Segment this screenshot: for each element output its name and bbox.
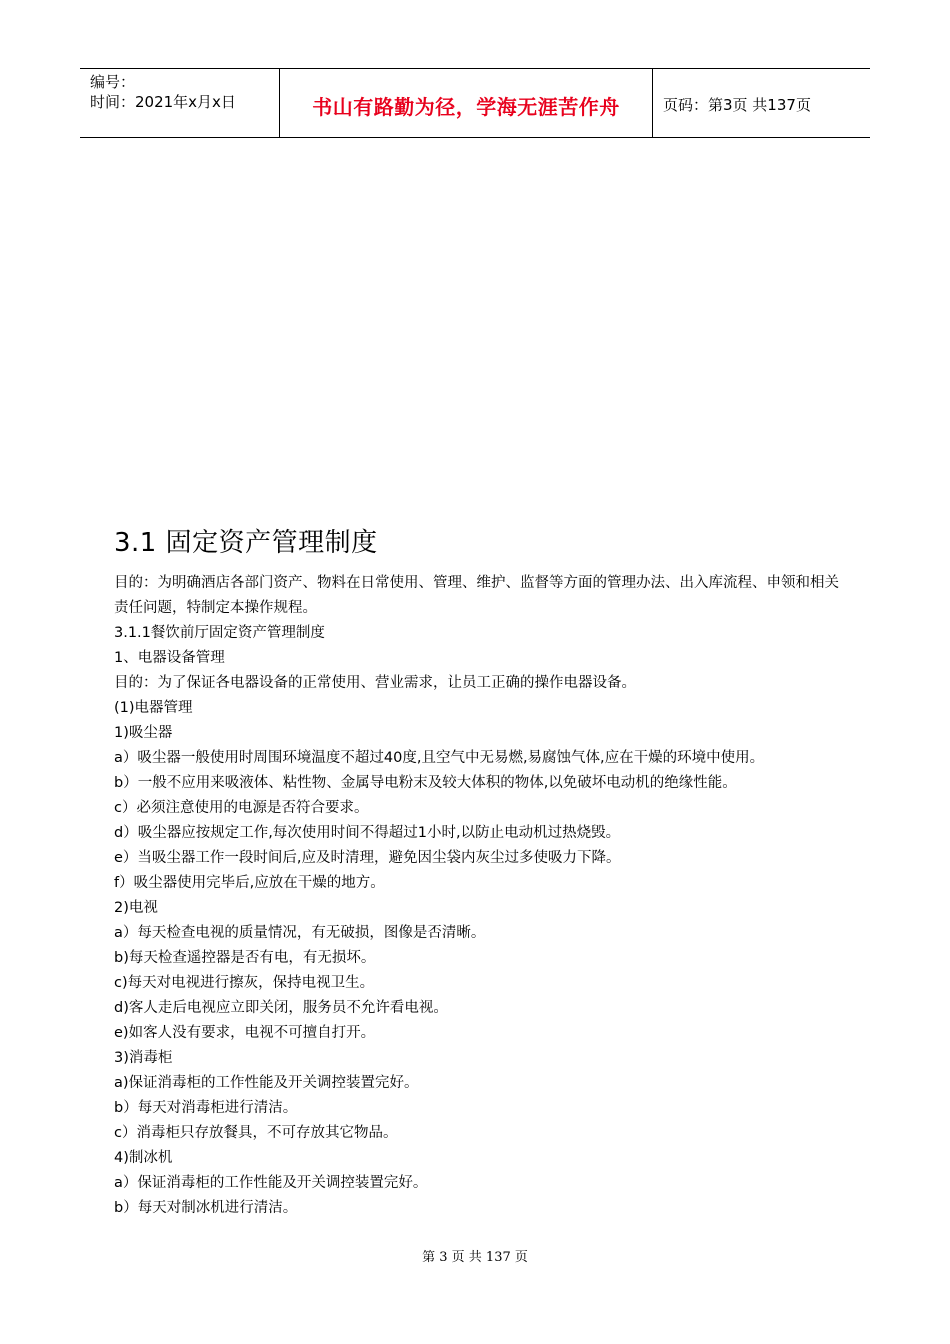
body-paragraph: d）吸尘器应按规定工作,每次使用时间不得超过1小时,以防止电动机过热烧毁。: [114, 825, 621, 841]
page-header: [80, 68, 870, 138]
body-paragraph: a）每天检查电视的质量情况，有无破损，图像是否清晰。: [114, 925, 486, 941]
body-paragraph: a）保证消毒柜的工作性能及开关调控装置完好。: [114, 1175, 428, 1191]
body-paragraph: 目的：为了保证各电器设备的正常使用、营业需求，让员工正确的操作电器设备。: [114, 675, 636, 691]
body-paragraph: 1)吸尘器: [114, 725, 173, 741]
page-footer: 第 3 页 共 137 页: [422, 1250, 528, 1265]
body-paragraph: 3.1.1餐饮前厅固定资产管理制度: [114, 625, 325, 641]
body-paragraph: a）吸尘器一般使用时周围环境温度不超过40度,且空气中无易燃,易腐蚀气体,应在干燥的环境中使用。: [114, 750, 765, 766]
body-paragraph: b)每天检查遥控器是否有电，有无损坏。: [114, 950, 376, 966]
body-paragraph: e）当吸尘器工作一段时间后,应及时清理，避免因尘袋内灰尘过多使吸力下降。: [114, 850, 621, 866]
body-paragraph: 1、电器设备管理: [114, 650, 225, 666]
document-body: [114, 525, 844, 1221]
body-paragraph: b）一般不应用来吸液体、粘性物、金属导电粉末及较大体积的物体,以免破坏电动机的绝缘性能。: [114, 775, 737, 791]
body-paragraph: b）每天对制冰机进行清洁。: [114, 1200, 298, 1216]
body-paragraph: f）吸尘器使用完毕后,应放在干燥的地方。: [114, 875, 385, 891]
body-paragraph: d)客人走后电视应立即关闭，服务员不允许看电视。: [114, 1000, 448, 1016]
body-paragraph: e)如客人没有要求，电视不可擅自打开。: [114, 1025, 376, 1041]
document-number-label: 编号：: [90, 73, 136, 91]
section-title: 3.1 固定资产管理制度: [114, 528, 378, 558]
body-paragraph: b）每天对消毒柜进行清洁。: [114, 1100, 298, 1116]
body-paragraph: c)每天对电视进行擦灰，保持电视卫生。: [114, 975, 375, 991]
body-paragraph: 3)消毒柜: [114, 1050, 173, 1066]
body-paragraph: 2)电视: [114, 900, 158, 916]
body-paragraph: 目的：为明确酒店各部门资产、物料在日常使用、管理、维护、监督等方面的管理办法、出入库流程、申领和相关责任问题，特制定本操作规程。: [114, 575, 839, 616]
body-paragraph: (1)电器管理: [114, 700, 193, 716]
body-paragraph: 4)制冰机: [114, 1150, 173, 1166]
header-motto: 书山有路勤为径，学海无涯苦作舟: [280, 69, 653, 137]
section-paragraphs: [114, 571, 844, 1221]
document-date: 时间：2021年x月x日: [90, 93, 236, 111]
header-meta: [80, 69, 280, 137]
body-paragraph: a)保证消毒柜的工作性能及开关调控装置完好。: [114, 1075, 419, 1091]
header-page-info: 页码：第3页 共137页: [663, 95, 811, 114]
body-paragraph: c）消毒柜只存放餐具，不可存放其它物品。: [114, 1125, 398, 1141]
body-paragraph: c）必须注意使用的电源是否符合要求。: [114, 800, 369, 816]
